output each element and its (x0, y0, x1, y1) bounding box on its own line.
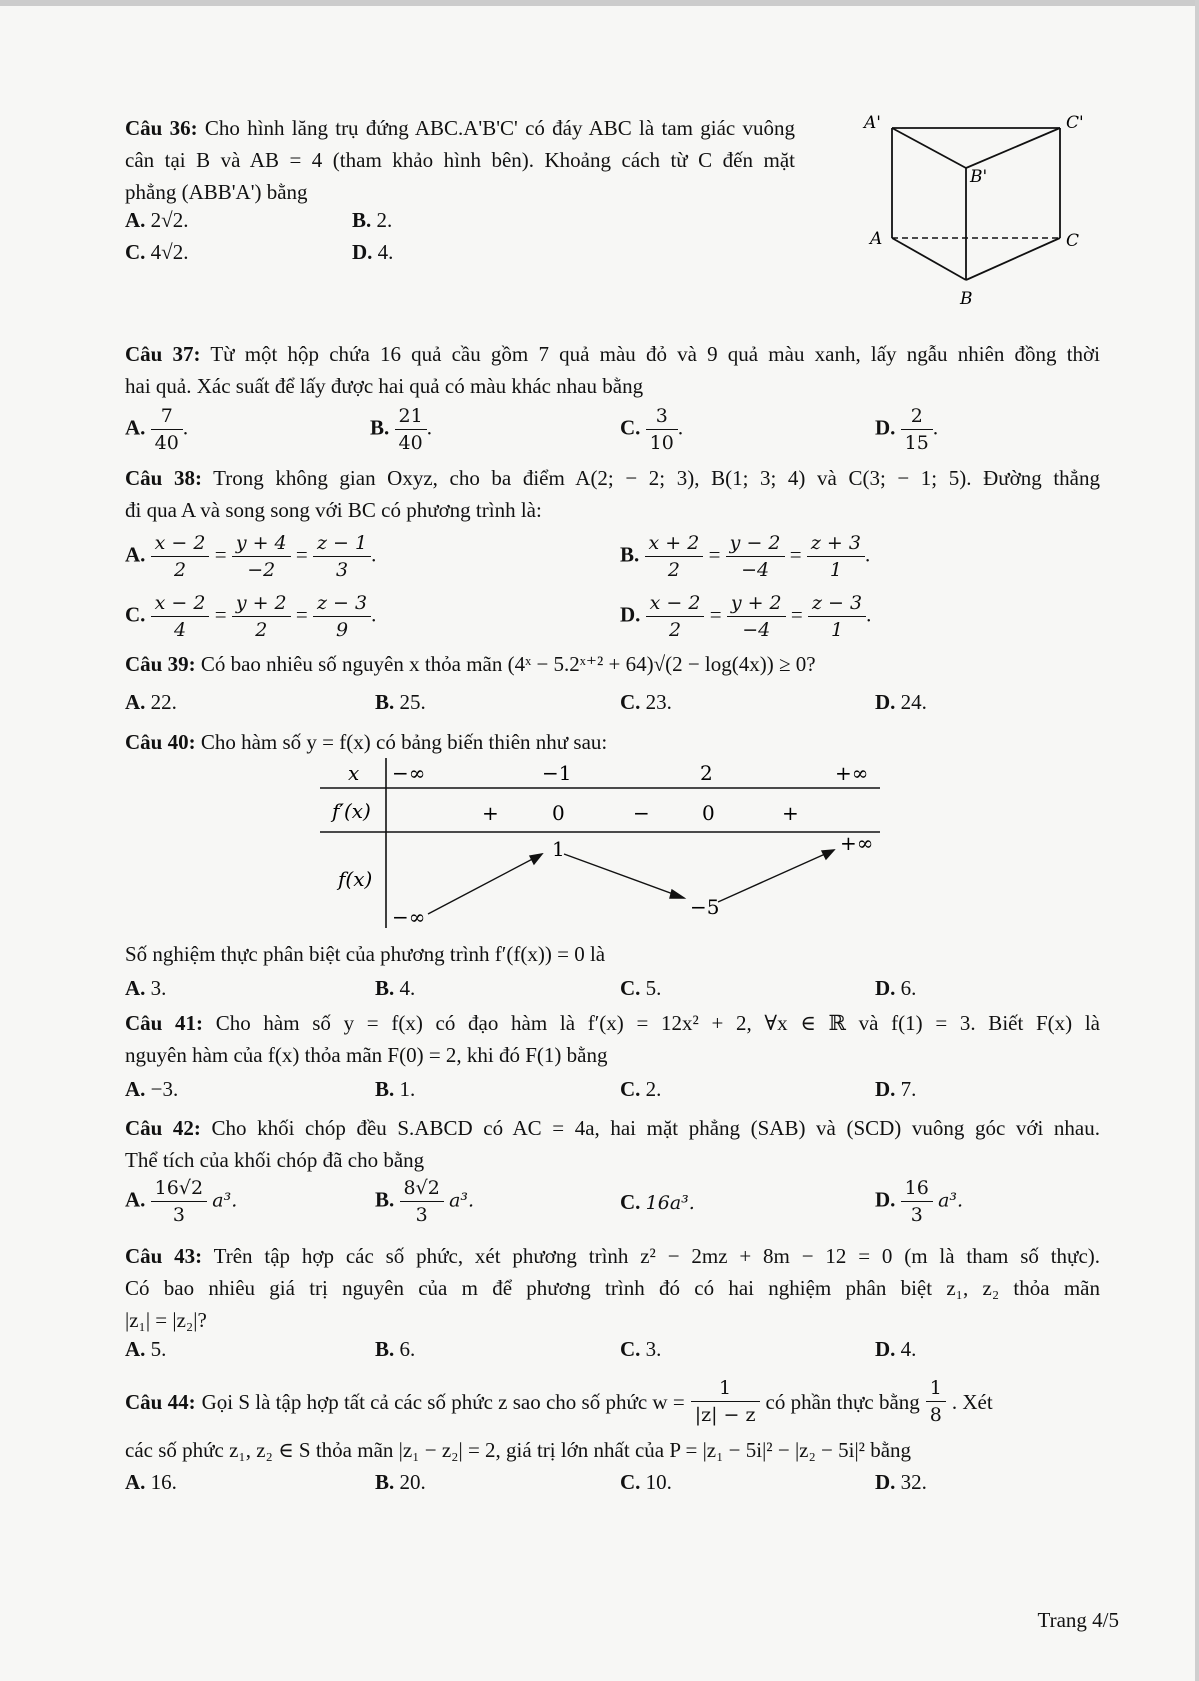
sign: + (482, 801, 499, 825)
option-d[interactable]: D. 7. (875, 1077, 917, 1101)
question-label: Câu 40: (125, 730, 196, 754)
question-41 (125, 1007, 1100, 1071)
x-value: −∞ (392, 761, 426, 785)
row-label-fprime: f′(x) (332, 799, 371, 823)
vertex-label: C (1066, 231, 1080, 251)
option-c[interactable]: C. 2. (620, 1077, 662, 1101)
question-text: Có bao nhiêu giá trị nguyên của m để phương trình đó có hai nghiệm phân biệt z₁, z₂ thỏa mãn (125, 1276, 1100, 1300)
option-a[interactable]: A. 16. (125, 1470, 177, 1494)
option-d[interactable]: D. $\frac{2}{15}$ . (875, 405, 939, 454)
option-b[interactable]: B. 2. (352, 208, 393, 232)
option-a[interactable]: A. −3. (125, 1077, 179, 1101)
option-d[interactable]: D. 4. (875, 1337, 917, 1361)
option-d[interactable]: D. 6. (875, 976, 917, 1000)
question-label: Câu 39: (125, 652, 196, 676)
option-a[interactable]: A. $\frac{16√2}{3}$ a³. (125, 1177, 238, 1226)
x-value: 2 (700, 761, 713, 785)
edge-a1b1 (892, 128, 966, 168)
question-label: Câu 41: (125, 1011, 204, 1035)
vertex-label: A' (864, 113, 881, 133)
option-a[interactable]: A. 5. (125, 1337, 167, 1361)
question-text: nguyên hàm của f(x) thỏa mãn F(0) = 2, khi đó F(1) bằng (125, 1043, 608, 1067)
arrow-decreasing (564, 854, 684, 898)
question-text: Thể tích của khối chóp đã cho bằng (125, 1148, 425, 1172)
question-text: có phần thực bằng (765, 1389, 920, 1414)
option-a[interactable]: A. $\frac{7}{40}$ . (125, 405, 189, 454)
vertex-label: C' (1066, 113, 1084, 133)
option-d[interactable]: D. 32. (875, 1470, 927, 1494)
option-c[interactable]: C. 4√2. (125, 240, 189, 264)
option-d[interactable]: D. 4. (352, 240, 394, 264)
scan-edge-right (1195, 0, 1199, 1681)
option-c[interactable]: C. $\frac{x - 2}{4}$ = $\frac{y + 2}{2}$ = $\frac{z - 3}{9}$ . (125, 592, 377, 641)
question-text: Có bao nhiêu số nguyên x thỏa mãn (4ˣ − 5.2ˣ⁺² + 64)√(2 − log(4x)) ≥ 0? (200, 652, 816, 676)
option-b[interactable]: B. $\frac{x + 2}{2}$ = $\frac{y - 2}{-4}$ = $\frac{z + 3}{1}$ . (620, 532, 871, 581)
arrow-increasing (428, 854, 542, 914)
question-text: Cho hình lăng trụ đứng ABC.A'B'C' có đáy ABC là tam giác vuông (204, 116, 796, 140)
option-b[interactable]: B. 4. (375, 976, 416, 1000)
question-label: Câu 38: (125, 466, 202, 490)
vertex-label: B' (970, 167, 988, 187)
question-43 (125, 1240, 1100, 1336)
prism-figure (860, 110, 1100, 320)
f-value: −5 (690, 895, 720, 919)
question-text: đi qua A và song song với BC có phương trình là: (125, 498, 542, 522)
question-36 (125, 112, 795, 208)
question-42 (125, 1112, 1100, 1176)
option-b[interactable]: B. $\frac{8√2}{3}$ a³. (375, 1177, 475, 1226)
question-38 (125, 462, 1100, 526)
option-a[interactable]: A. $\frac{x - 2}{2}$ = $\frac{y + 4}{-2}$ = $\frac{z - 1}{3}$ . (125, 532, 377, 581)
page-number: Trang 4/5 (1037, 1608, 1119, 1632)
option-b[interactable]: B. 20. (375, 1470, 426, 1494)
question-44: Câu 44: Gọi S là tập hợp tất cả các số phức z sao cho số phức w = $\frac{1}{|z| - z}$ có phần thực bằng $\frac{1}{8}$ . Xét các số phức z₁, z₂ ∈ S thỏa mãn |z₁ − z₂| = 2, giá trị lớn nhất của P = |z₁ − 5i|² − |z₂ − 5i|² bằng (125, 1377, 993, 1462)
edge-bc (966, 238, 1060, 280)
option-a[interactable]: A. 3. (125, 976, 167, 1000)
option-a[interactable]: A. 2√2. (125, 208, 189, 232)
scan-edge-top (0, 0, 1199, 6)
sign: + (782, 801, 799, 825)
question-text: Cho hàm số y = f(x) có đạo hàm là f′(x) = 12x² + 2, ∀x ∈ ℝ và f(1) = 3. Biết F(x) là (215, 1011, 1101, 1035)
question-text: các số phức z₁, z₂ ∈ S thỏa mãn |z₁ − z₂| = 2, giá trị lớn nhất của P = |z₁ − 5i|² − |z₂ − 5i|² bằng (125, 1438, 912, 1462)
question-40-after (125, 938, 1100, 970)
vertex-label: A (870, 229, 883, 249)
option-c[interactable]: C. 23. (620, 690, 672, 714)
question-text: Từ một hộp chứa 16 quả cầu gồm 7 quả màu đỏ và 9 quả màu xanh, lấy ngẫu nhiên đồng thời (210, 342, 1100, 366)
question-text: cân tại B và AB = 4 (tham khảo hình bên). Khoảng cách từ C đến mặt (125, 148, 795, 172)
sign: 0 (702, 801, 715, 825)
x-value: −1 (542, 761, 572, 785)
option-d[interactable]: D. $\frac{x - 2}{2}$ = $\frac{y + 2}{-4}$ = $\frac{z - 3}{1}$ . (620, 592, 872, 641)
x-value: +∞ (835, 761, 869, 785)
question-label: Câu 44: (125, 1389, 196, 1414)
question-label: Câu 36: (125, 116, 198, 140)
option-a[interactable]: A. 22. (125, 690, 177, 714)
question-label: Câu 37: (125, 342, 201, 366)
sign: 0 (552, 801, 565, 825)
edge-b1c1 (966, 128, 1060, 168)
question-39 (125, 648, 1100, 680)
option-c[interactable]: C. 10. (620, 1470, 672, 1494)
f-value: +∞ (840, 831, 874, 855)
sign: − (633, 801, 650, 825)
option-c[interactable]: C. 3. (620, 1337, 662, 1361)
option-c[interactable]: C. 16a³. (620, 1190, 695, 1214)
option-c[interactable]: C. 5. (620, 976, 662, 1000)
question-text: Số nghiệm thực phân biệt của phương trình f′(f(x)) = 0 là (125, 942, 606, 966)
vertex-label: B (960, 289, 973, 309)
option-c[interactable]: C. $\frac{3}{10}$ . (620, 405, 684, 454)
option-b[interactable]: B. 1. (375, 1077, 416, 1101)
question-text: Trong không gian Oxyz, cho ba điểm A(2; − 2; 3), B(1; 3; 4) và C(3; − 1; 5). Đường thẳng (213, 466, 1100, 490)
question-text: Gọi S là tập hợp tất cả các số phức z sao cho số phức w = (201, 1389, 685, 1414)
question-text: hai quả. Xác suất để lấy được hai quả có màu khác nhau bằng (125, 374, 644, 398)
question-text: phẳng (ABB'A') bằng (125, 180, 308, 204)
option-d[interactable]: D. $\frac{16}{3}$ a³. (875, 1177, 964, 1226)
f-value: 1 (552, 837, 565, 861)
question-label: Câu 42: (125, 1116, 201, 1140)
question-40 (125, 726, 1100, 758)
row-label-f: f(x) (338, 867, 373, 891)
option-d[interactable]: D. 24. (875, 690, 927, 714)
option-b[interactable]: B. 25. (375, 690, 426, 714)
option-b[interactable]: B. $\frac{21}{40}$ . (370, 405, 432, 454)
option-b[interactable]: B. 6. (375, 1337, 416, 1361)
question-label: Câu 43: (125, 1244, 203, 1268)
question-text: Cho hàm số y = f(x) có bảng biến thiên như sau: (200, 730, 608, 754)
question-text: Cho khối chóp đều S.ABCD có AC = 4a, hai mặt phẳng (SAB) và (SCD) vuông góc với nhau. (211, 1116, 1100, 1140)
question-text: . Xét (951, 1389, 993, 1414)
question-text: |z₁| = |z₂|? (125, 1308, 207, 1332)
arrow-increasing (718, 850, 834, 902)
variation-table (320, 758, 890, 938)
f-value: −∞ (392, 905, 426, 929)
question-text: Trên tập hợp các số phức, xét phương trình z² − 2mz + 8m − 12 = 0 (m là tham số thực). (213, 1244, 1101, 1268)
edge-ab (892, 238, 966, 280)
question-37 (125, 338, 1100, 402)
row-label-x: x (348, 761, 360, 785)
